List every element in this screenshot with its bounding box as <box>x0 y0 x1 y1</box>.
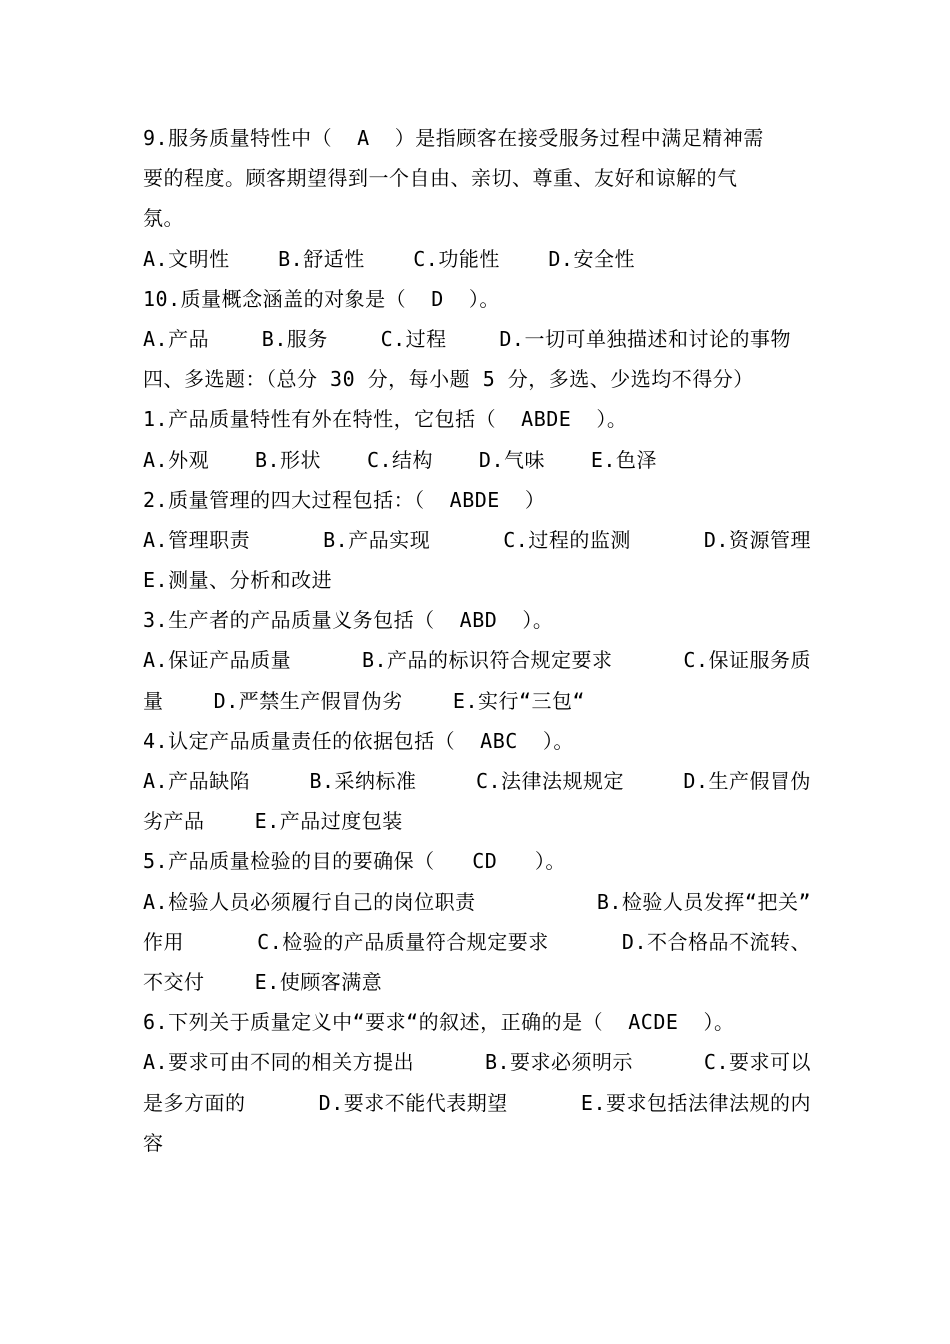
m4-option-b: B.采纳标准 <box>309 769 417 793</box>
m6-line-4: 容 <box>143 1130 164 1155</box>
q9-option-d: D.安全性 <box>548 246 635 271</box>
q9-option-c: C.功能性 <box>413 246 500 271</box>
q10-option-c: C.过程 <box>380 326 447 351</box>
m3-option-b: B.产品的标识符合规定要求 <box>361 648 613 673</box>
m1-options <box>143 440 657 480</box>
q9-line-2: 要的程度。顾客期望得到一个自由、亲切、尊重、友好和谅解的气 <box>143 166 738 191</box>
m3-line-1: 3.生产者的产品质量义务包括（ ABD ）。 <box>143 608 554 633</box>
m5-options-row-2 <box>143 922 811 962</box>
m3-option-c: C.保证服务质 <box>683 648 811 673</box>
m4-option-c: C.法律法规规定 <box>475 769 625 793</box>
m5-options-row-1 <box>143 882 811 922</box>
document-page <box>143 118 811 1163</box>
m1-option-b: B.形状 <box>254 447 322 472</box>
q10-line-1: 10.质量概念涵盖的对象是（ D ）。 <box>143 286 500 311</box>
m4-option-d: D.生产假冒伪 <box>683 769 811 793</box>
m3-line-3: 量 D.严禁生产假冒伪劣 E.实行“三包“ <box>143 688 586 713</box>
m6-option-d: D.要求不能代表期望 <box>318 1090 508 1115</box>
q10-option-a: A.产品 <box>143 326 210 351</box>
q9-line-3: 氛。 <box>143 206 184 231</box>
q9-option-b: B.舒适性 <box>278 246 365 271</box>
m2-option-c: C.过程的监测 <box>503 527 631 552</box>
m1-option-d: D.气味 <box>478 447 545 472</box>
m2-option-b: B.产品实现 <box>323 527 431 552</box>
m1-option-c: C.结构 <box>366 447 434 472</box>
q9-option-a: A.文明性 <box>143 246 230 271</box>
q10-options <box>143 319 791 359</box>
m2-option-a: A.管理职责 <box>143 527 251 552</box>
m1-option-e: E.色泽 <box>590 447 657 472</box>
m1-line-1: 1.产品质量特性有外在特性，它包括（ ABDE ）。 <box>143 407 628 432</box>
m4-options-row-1 <box>143 761 811 801</box>
m5-line-1: 5.产品质量检验的目的要确保（ CD ）。 <box>143 849 566 874</box>
m6-option-a: A.要求可由不同的相关方提出 <box>143 1050 415 1075</box>
m1-option-a: A.外观 <box>143 447 210 472</box>
m2-options <box>143 520 811 560</box>
q9-line-1: 9.服务质量特性中（ A ）是指顾客在接受服务过程中满足精神需 <box>143 126 764 150</box>
m5-option-d: D.不合格品不流转、 <box>621 929 811 954</box>
m6-option-c: C.要求可以 <box>703 1050 811 1075</box>
m6-options-row-1 <box>143 1042 811 1082</box>
m6-option-b: B.要求必须明示 <box>484 1050 634 1075</box>
m2-line-3: E.测量、分析和改进 <box>143 568 333 593</box>
m4-line-1: 4.认定产品质量责任的依据包括（ ABC ）。 <box>143 728 574 753</box>
q10-option-b: B.服务 <box>261 326 328 351</box>
m6-option-c-cont: 是多方面的 <box>143 1090 246 1115</box>
m4-option-a: A.产品缺陷 <box>143 769 251 793</box>
m3-options-row-1 <box>143 640 811 680</box>
m5-option-a: A.检验人员必须履行自己的岗位职责 <box>143 889 476 914</box>
m6-options-row-2 <box>143 1083 811 1123</box>
q9-options <box>143 239 635 279</box>
m2-line-1: 2.质量管理的四大过程包括：（ ABDE ） <box>143 487 546 512</box>
q10-option-d: D.一切可单独描述和讨论的事物 <box>499 326 791 351</box>
m5-option-b: B.检验人员发挥“把关” <box>596 889 811 914</box>
m5-option-b-cont: 作用 <box>143 929 184 954</box>
m5-line-4: 不交付 E.使顾客满意 <box>143 969 383 994</box>
section-4-heading: 四、多选题：（总分 30 分，每小题 5 分，多选、少选均不得分） <box>143 367 754 392</box>
m5-option-c: C.检验的产品质量符合规定要求 <box>257 929 549 954</box>
m4-line-3: 劣产品 E.产品过度包装 <box>143 809 403 834</box>
m3-option-a: A.保证产品质量 <box>143 648 292 673</box>
m2-option-d: D.资源管理 <box>703 527 811 552</box>
m6-option-e: E.要求包括法律法规的内 <box>580 1090 811 1115</box>
m6-line-1: 6.下列关于质量定义中“要求“的叙述，正确的是（ ACDE ）。 <box>143 1010 735 1035</box>
